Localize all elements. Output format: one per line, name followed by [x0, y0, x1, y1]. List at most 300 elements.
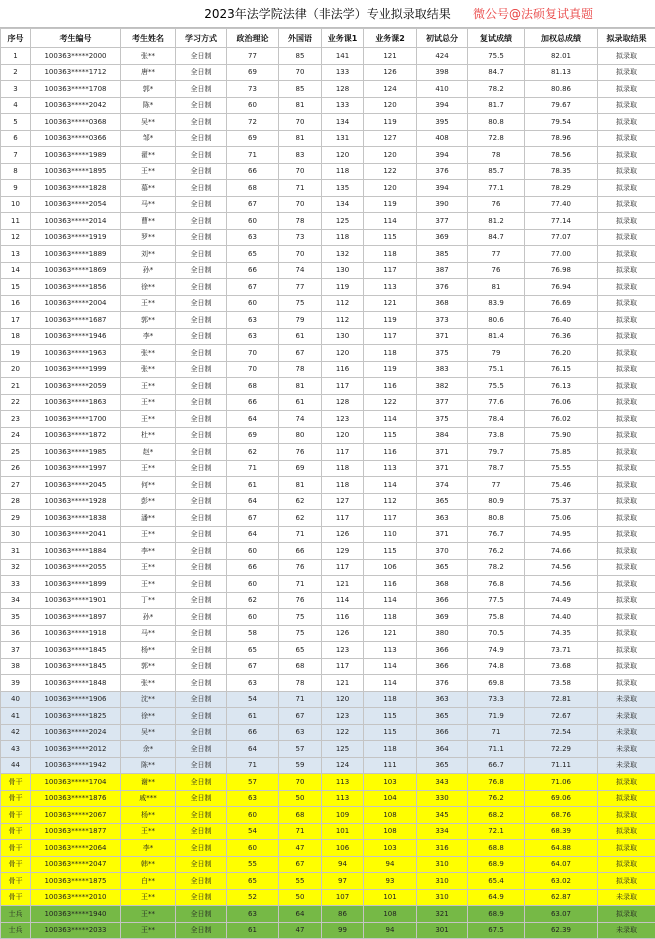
cell-study-mode: 全日制: [176, 180, 227, 197]
cell-no: 40: [1, 691, 31, 708]
cell-study-mode: 全日制: [176, 48, 227, 65]
cell-admission-result: 拟录取: [598, 460, 655, 477]
cell-weighted-total: 68.39: [525, 823, 598, 840]
cell-candidate-id: 100363*****1889: [31, 246, 121, 263]
table-row: [1, 460, 655, 477]
cell-admission-result: 未录取: [598, 741, 655, 758]
cell-candidate-id: 100363*****1872: [31, 427, 121, 444]
col-header-retest-score: 复试成绩: [468, 29, 525, 48]
cell-no: 32: [1, 559, 31, 576]
cell-initial-total: 390: [417, 196, 468, 213]
cell-foreign-language: 47: [279, 922, 322, 939]
cell-foreign-language: 81: [279, 477, 322, 494]
cell-study-mode: 全日制: [176, 807, 227, 824]
cell-politics: 60: [227, 840, 279, 857]
cell-course-2: 121: [364, 48, 417, 65]
table-row: [1, 741, 655, 758]
cell-name: 王**: [121, 163, 176, 180]
cell-weighted-total: 77.07: [525, 229, 598, 246]
cell-retest-score: 78.2: [468, 559, 525, 576]
cell-weighted-total: 71.11: [525, 757, 598, 774]
cell-retest-score: 79.7: [468, 444, 525, 461]
cell-course-2: 114: [364, 592, 417, 609]
cell-initial-total: 370: [417, 543, 468, 560]
cell-foreign-language: 76: [279, 559, 322, 576]
cell-no: 8: [1, 163, 31, 180]
cell-candidate-id: 100363*****2004: [31, 295, 121, 312]
cell-retest-score: 67.5: [468, 922, 525, 939]
table-row: [1, 246, 655, 263]
cell-no: 3: [1, 81, 31, 98]
table-row: [1, 873, 655, 890]
cell-name: 王**: [121, 889, 176, 906]
cell-course-2: 115: [364, 724, 417, 741]
cell-candidate-id: 100363*****2014: [31, 213, 121, 230]
cell-weighted-total: 80.86: [525, 81, 598, 98]
cell-weighted-total: 76.02: [525, 411, 598, 428]
cell-no: 34: [1, 592, 31, 609]
table-row: [1, 411, 655, 428]
cell-politics: 72: [227, 114, 279, 131]
cell-course-1: 128: [322, 81, 364, 98]
cell-retest-score: 76.8: [468, 774, 525, 791]
cell-initial-total: 384: [417, 427, 468, 444]
table-row: [1, 477, 655, 494]
cell-study-mode: 全日制: [176, 691, 227, 708]
cell-initial-total: 387: [417, 262, 468, 279]
cell-candidate-id: 100363*****2042: [31, 97, 121, 114]
cell-study-mode: 全日制: [176, 444, 227, 461]
cell-initial-total: 366: [417, 592, 468, 609]
admission-results-table: [0, 28, 655, 939]
cell-name: 陈**: [121, 757, 176, 774]
cell-initial-total: 394: [417, 147, 468, 164]
cell-retest-score: 65.4: [468, 873, 525, 890]
cell-politics: 60: [227, 295, 279, 312]
cell-candidate-id: 100363*****1999: [31, 361, 121, 378]
cell-admission-result: 拟录取: [598, 493, 655, 510]
col-header-initial-total: 初试总分: [417, 29, 468, 48]
cell-initial-total: 375: [417, 345, 468, 362]
cell-retest-score: 78.2: [468, 81, 525, 98]
cell-admission-result: 拟录取: [598, 526, 655, 543]
cell-candidate-id: 100363*****1906: [31, 691, 121, 708]
cell-name: 王**: [121, 559, 176, 576]
cell-initial-total: 371: [417, 526, 468, 543]
cell-course-1: 121: [322, 576, 364, 593]
cell-retest-score: 77.1: [468, 180, 525, 197]
cell-politics: 68: [227, 180, 279, 197]
cell-initial-total: 310: [417, 856, 468, 873]
cell-name: 王**: [121, 411, 176, 428]
cell-course-1: 134: [322, 196, 364, 213]
cell-no: 2: [1, 64, 31, 81]
cell-politics: 61: [227, 708, 279, 725]
cell-retest-score: 77: [468, 246, 525, 263]
cell-admission-result: 拟录取: [598, 576, 655, 593]
cell-candidate-id: 100363*****2012: [31, 741, 121, 758]
cell-weighted-total: 73.68: [525, 658, 598, 675]
cell-weighted-total: 76.06: [525, 394, 598, 411]
cell-politics: 61: [227, 922, 279, 939]
cell-course-2: 114: [364, 213, 417, 230]
cell-admission-result: 拟录取: [598, 279, 655, 296]
col-header-politics: 政治理论: [227, 29, 279, 48]
cell-name: 曹**: [121, 213, 176, 230]
cell-name: 孙*: [121, 609, 176, 626]
cell-course-1: 116: [322, 609, 364, 626]
cell-retest-score: 77: [468, 477, 525, 494]
cell-admission-result: 拟录取: [598, 856, 655, 873]
cell-politics: 67: [227, 196, 279, 213]
cell-candidate-id: 100363*****2054: [31, 196, 121, 213]
cell-course-1: 141: [322, 48, 364, 65]
table-row: [1, 510, 655, 527]
cell-politics: 60: [227, 576, 279, 593]
cell-politics: 61: [227, 477, 279, 494]
cell-no: 21: [1, 378, 31, 395]
cell-retest-score: 70.5: [468, 625, 525, 642]
cell-initial-total: 374: [417, 477, 468, 494]
cell-initial-total: 371: [417, 444, 468, 461]
cell-course-2: 101: [364, 889, 417, 906]
cell-course-1: 117: [322, 444, 364, 461]
cell-foreign-language: 74: [279, 411, 322, 428]
cell-retest-score: 76.2: [468, 543, 525, 560]
cell-no: 33: [1, 576, 31, 593]
table-row: [1, 807, 655, 824]
cell-retest-score: 74.8: [468, 658, 525, 675]
table-row: [1, 444, 655, 461]
cell-no: 39: [1, 675, 31, 692]
cell-foreign-language: 68: [279, 658, 322, 675]
cell-weighted-total: 72.29: [525, 741, 598, 758]
table-row: [1, 724, 655, 741]
cell-course-1: 123: [322, 708, 364, 725]
cell-study-mode: 全日制: [176, 114, 227, 131]
cell-study-mode: 全日制: [176, 213, 227, 230]
cell-admission-result: 拟录取: [598, 840, 655, 857]
cell-admission-result: 拟录取: [598, 477, 655, 494]
cell-course-1: 126: [322, 625, 364, 642]
cell-course-1: 127: [322, 493, 364, 510]
cell-admission-result: 拟录取: [598, 609, 655, 626]
cell-admission-result: 拟录取: [598, 295, 655, 312]
cell-candidate-id: 100363*****1928: [31, 493, 121, 510]
cell-candidate-id: 100363*****1963: [31, 345, 121, 362]
cell-course-2: 93: [364, 873, 417, 890]
cell-name: 戚***: [121, 790, 176, 807]
cell-study-mode: 全日制: [176, 361, 227, 378]
cell-name: 王**: [121, 394, 176, 411]
cell-course-2: 122: [364, 394, 417, 411]
cell-politics: 60: [227, 543, 279, 560]
table-row: [1, 81, 655, 98]
cell-admission-result: 拟录取: [598, 130, 655, 147]
cell-politics: 71: [227, 460, 279, 477]
cell-no: 43: [1, 741, 31, 758]
cell-name: 徐**: [121, 708, 176, 725]
cell-study-mode: 全日制: [176, 922, 227, 939]
cell-candidate-id: 100363*****2010: [31, 889, 121, 906]
cell-no: 14: [1, 262, 31, 279]
cell-foreign-language: 62: [279, 510, 322, 527]
cell-course-2: 114: [364, 477, 417, 494]
cell-study-mode: 全日制: [176, 510, 227, 527]
table-row: [1, 97, 655, 114]
cell-weighted-total: 82.01: [525, 48, 598, 65]
cell-admission-result: 未录取: [598, 757, 655, 774]
table-row: [1, 856, 655, 873]
cell-study-mode: 全日制: [176, 312, 227, 329]
cell-course-2: 119: [364, 312, 417, 329]
cell-initial-total: 394: [417, 97, 468, 114]
cell-weighted-total: 72.81: [525, 691, 598, 708]
cell-candidate-id: 100363*****1997: [31, 460, 121, 477]
cell-name: 谢**: [121, 774, 176, 791]
cell-retest-score: 77.5: [468, 592, 525, 609]
cell-admission-result: 拟录取: [598, 642, 655, 659]
cell-admission-result: 拟录取: [598, 361, 655, 378]
cell-course-2: 113: [364, 642, 417, 659]
cell-weighted-total: 73.71: [525, 642, 598, 659]
table-row: [1, 840, 655, 857]
cell-no: 44: [1, 757, 31, 774]
cell-candidate-id: 100363*****1700: [31, 411, 121, 428]
cell-politics: 62: [227, 592, 279, 609]
cell-foreign-language: 70: [279, 196, 322, 213]
cell-name: 郭*: [121, 81, 176, 98]
table-row: [1, 790, 655, 807]
table-row: [1, 889, 655, 906]
cell-politics: 58: [227, 625, 279, 642]
cell-weighted-total: 76.15: [525, 361, 598, 378]
cell-course-2: 118: [364, 246, 417, 263]
cell-foreign-language: 63: [279, 724, 322, 741]
cell-name: 王**: [121, 906, 176, 923]
cell-study-mode: 全日制: [176, 774, 227, 791]
cell-admission-result: 拟录取: [598, 444, 655, 461]
table-row: [1, 361, 655, 378]
cell-course-2: 124: [364, 81, 417, 98]
cell-politics: 69: [227, 427, 279, 444]
cell-weighted-total: 76.69: [525, 295, 598, 312]
cell-course-2: 119: [364, 196, 417, 213]
cell-no: 42: [1, 724, 31, 741]
cell-course-1: 116: [322, 361, 364, 378]
cell-politics: 66: [227, 163, 279, 180]
cell-name: 赵*: [121, 444, 176, 461]
cell-course-1: 133: [322, 64, 364, 81]
table-row: [1, 328, 655, 345]
cell-retest-score: 84.7: [468, 64, 525, 81]
table-row: [1, 180, 655, 197]
cell-course-1: 101: [322, 823, 364, 840]
cell-admission-result: 拟录取: [598, 906, 655, 923]
cell-candidate-id: 100363*****1946: [31, 328, 121, 345]
cell-initial-total: 334: [417, 823, 468, 840]
cell-candidate-id: 100363*****1856: [31, 279, 121, 296]
cell-course-2: 116: [364, 378, 417, 395]
cell-initial-total: 424: [417, 48, 468, 65]
table-row: [1, 262, 655, 279]
cell-study-mode: 全日制: [176, 741, 227, 758]
cell-weighted-total: 78.29: [525, 180, 598, 197]
table-row: [1, 312, 655, 329]
cell-course-2: 126: [364, 64, 417, 81]
cell-foreign-language: 61: [279, 328, 322, 345]
cell-name: 沈**: [121, 691, 176, 708]
cell-politics: 69: [227, 64, 279, 81]
cell-foreign-language: 78: [279, 213, 322, 230]
cell-weighted-total: 74.66: [525, 543, 598, 560]
col-header-course-1: 业务课1: [322, 29, 364, 48]
cell-candidate-id: 100363*****2041: [31, 526, 121, 543]
cell-course-2: 119: [364, 361, 417, 378]
cell-retest-score: 75.1: [468, 361, 525, 378]
cell-name: 吴**: [121, 114, 176, 131]
cell-foreign-language: 76: [279, 592, 322, 609]
cell-admission-result: 拟录取: [598, 658, 655, 675]
cell-course-2: 116: [364, 444, 417, 461]
cell-politics: 67: [227, 510, 279, 527]
cell-study-mode: 全日制: [176, 163, 227, 180]
cell-name: 郭**: [121, 312, 176, 329]
cell-no: 30: [1, 526, 31, 543]
cell-retest-score: 80.9: [468, 493, 525, 510]
cell-admission-result: 拟录取: [598, 262, 655, 279]
cell-no: 25: [1, 444, 31, 461]
cell-no: 38: [1, 658, 31, 675]
cell-study-mode: 全日制: [176, 64, 227, 81]
cell-study-mode: 全日制: [176, 262, 227, 279]
cell-candidate-id: 100363*****1712: [31, 64, 121, 81]
cell-course-2: 113: [364, 460, 417, 477]
cell-foreign-language: 75: [279, 295, 322, 312]
cell-course-2: 115: [364, 427, 417, 444]
cell-initial-total: 376: [417, 675, 468, 692]
cell-course-1: 117: [322, 658, 364, 675]
cell-study-mode: 全日制: [176, 576, 227, 593]
col-header-course-2: 业务课2: [364, 29, 417, 48]
cell-candidate-id: 100363*****2000: [31, 48, 121, 65]
cell-weighted-total: 76.98: [525, 262, 598, 279]
cell-admission-result: 拟录取: [598, 64, 655, 81]
cell-initial-total: 394: [417, 180, 468, 197]
cell-initial-total: 371: [417, 328, 468, 345]
cell-candidate-id: 100363*****1919: [31, 229, 121, 246]
cell-retest-score: 68.9: [468, 856, 525, 873]
cell-retest-score: 81.4: [468, 328, 525, 345]
cell-retest-score: 77.6: [468, 394, 525, 411]
table-row: [1, 295, 655, 312]
cell-course-2: 120: [364, 147, 417, 164]
cell-no: 29: [1, 510, 31, 527]
cell-no: 骨干: [1, 840, 31, 857]
cell-course-2: 119: [364, 114, 417, 131]
cell-initial-total: 366: [417, 724, 468, 741]
cell-course-2: 108: [364, 906, 417, 923]
cell-name: 张**: [121, 345, 176, 362]
cell-no: 骨干: [1, 823, 31, 840]
cell-course-1: 97: [322, 873, 364, 890]
cell-candidate-id: 100363*****2047: [31, 856, 121, 873]
table-row: [1, 163, 655, 180]
cell-candidate-id: 100363*****2045: [31, 477, 121, 494]
cell-initial-total: 366: [417, 642, 468, 659]
cell-weighted-total: 74.56: [525, 559, 598, 576]
cell-name: 韩**: [121, 856, 176, 873]
cell-weighted-total: 79.54: [525, 114, 598, 131]
cell-course-2: 115: [364, 708, 417, 725]
cell-weighted-total: 75.06: [525, 510, 598, 527]
cell-study-mode: 全日制: [176, 81, 227, 98]
cell-admission-result: 拟录取: [598, 196, 655, 213]
cell-initial-total: 363: [417, 691, 468, 708]
cell-admission-result: 未录取: [598, 922, 655, 939]
cell-study-mode: 全日制: [176, 790, 227, 807]
cell-study-mode: 全日制: [176, 196, 227, 213]
cell-course-1: 132: [322, 246, 364, 263]
cell-name: 张**: [121, 675, 176, 692]
cell-no: 7: [1, 147, 31, 164]
cell-foreign-language: 70: [279, 163, 322, 180]
cell-course-1: 112: [322, 312, 364, 329]
cell-admission-result: 拟录取: [598, 229, 655, 246]
table-row: [1, 279, 655, 296]
cell-politics: 70: [227, 361, 279, 378]
cell-admission-result: 拟录取: [598, 114, 655, 131]
cell-course-2: 115: [364, 543, 417, 560]
cell-name: 唐**: [121, 64, 176, 81]
cell-course-1: 113: [322, 774, 364, 791]
cell-name: 王**: [121, 295, 176, 312]
cell-weighted-total: 75.85: [525, 444, 598, 461]
cell-foreign-language: 71: [279, 576, 322, 593]
cell-foreign-language: 57: [279, 741, 322, 758]
cell-candidate-id: 100363*****2059: [31, 378, 121, 395]
cell-admission-result: 拟录取: [598, 774, 655, 791]
cell-no: 41: [1, 708, 31, 725]
cell-admission-result: 拟录取: [598, 312, 655, 329]
cell-foreign-language: 71: [279, 691, 322, 708]
cell-course-1: 120: [322, 427, 364, 444]
cell-politics: 66: [227, 559, 279, 576]
cell-no: 骨干: [1, 774, 31, 791]
cell-politics: 60: [227, 609, 279, 626]
title-bar: [0, 0, 655, 28]
cell-course-2: 118: [364, 741, 417, 758]
cell-weighted-total: 64.07: [525, 856, 598, 873]
cell-politics: 55: [227, 856, 279, 873]
cell-name: 丁**: [121, 592, 176, 609]
cell-no: 15: [1, 279, 31, 296]
cell-course-2: 112: [364, 493, 417, 510]
cell-name: 刘**: [121, 246, 176, 263]
table-row: [1, 526, 655, 543]
cell-course-2: 120: [364, 180, 417, 197]
cell-name: 郭**: [121, 658, 176, 675]
cell-study-mode: 全日制: [176, 840, 227, 857]
table-row: [1, 213, 655, 230]
cell-retest-score: 73.3: [468, 691, 525, 708]
cell-politics: 60: [227, 213, 279, 230]
cell-no: 20: [1, 361, 31, 378]
cell-initial-total: 377: [417, 213, 468, 230]
cell-study-mode: 全日制: [176, 526, 227, 543]
table-row: [1, 642, 655, 659]
col-header-no: 序号: [1, 29, 31, 48]
